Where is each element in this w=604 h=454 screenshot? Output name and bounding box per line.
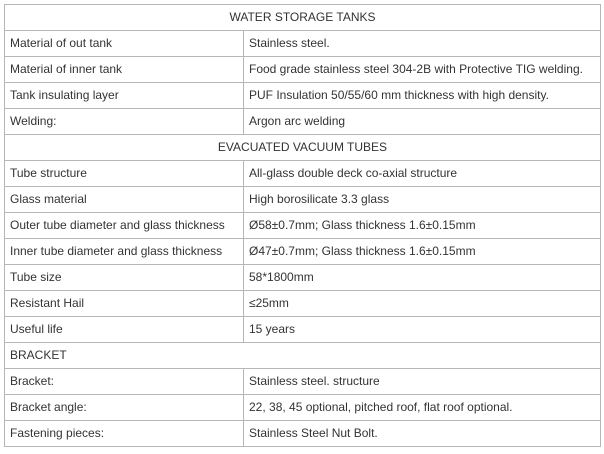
row-value: Stainless Steel Nut Bolt. — [244, 421, 601, 447]
row-label: Tube size — [5, 265, 244, 291]
table-row — [5, 31, 601, 57]
row-value: PUF Insulation 50/55/60 mm thickness with high density. — [244, 83, 601, 109]
table-row — [5, 265, 601, 291]
table-row — [5, 239, 601, 265]
row-label: Useful life — [5, 317, 244, 343]
row-value: High borosilicate 3.3 glass — [244, 187, 601, 213]
table-row — [5, 421, 601, 447]
row-value: 58*1800mm — [244, 265, 601, 291]
table-row — [5, 187, 601, 213]
row-label: Outer tube diameter and glass thickness — [5, 213, 244, 239]
table-row — [5, 395, 601, 421]
row-label: Welding: — [5, 109, 244, 135]
row-value: Stainless steel. structure — [244, 369, 601, 395]
specification-table — [4, 4, 601, 447]
section-title: BRACKET — [5, 343, 601, 369]
row-value: 15 years — [244, 317, 601, 343]
table-row — [5, 291, 601, 317]
table-row — [5, 161, 601, 187]
table-row — [5, 213, 601, 239]
row-label: Fastening pieces: — [5, 421, 244, 447]
section-header-vacuum-tubes — [5, 135, 601, 161]
row-label: Bracket: — [5, 369, 244, 395]
table-row — [5, 57, 601, 83]
row-label: Glass material — [5, 187, 244, 213]
table-row — [5, 83, 601, 109]
row-value: All-glass double deck co-axial structure — [244, 161, 601, 187]
row-value: Food grade stainless steel 304-2B with Protective TIG welding. — [244, 57, 601, 83]
table-row — [5, 369, 601, 395]
row-label: Material of out tank — [5, 31, 244, 57]
row-value: ≤25mm — [244, 291, 601, 317]
row-label: Material of inner tank — [5, 57, 244, 83]
row-value: Ø58±0.7mm; Glass thickness 1.6±0.15mm — [244, 213, 601, 239]
row-value: 22, 38, 45 optional, pitched roof, flat roof optional. — [244, 395, 601, 421]
table-row — [5, 317, 601, 343]
row-label: Bracket angle: — [5, 395, 244, 421]
row-value: Ø47±0.7mm; Glass thickness 1.6±0.15mm — [244, 239, 601, 265]
section-header-water-storage — [5, 5, 601, 31]
row-value: Stainless steel. — [244, 31, 601, 57]
table-row — [5, 109, 601, 135]
section-title: WATER STORAGE TANKS — [5, 5, 601, 31]
row-label: Tube structure — [5, 161, 244, 187]
section-header-bracket — [5, 343, 601, 369]
section-title: EVACUATED VACUUM TUBES — [5, 135, 601, 161]
row-value: Argon arc welding — [244, 109, 601, 135]
row-label: Tank insulating layer — [5, 83, 244, 109]
row-label: Resistant Hail — [5, 291, 244, 317]
row-label: Inner tube diameter and glass thickness — [5, 239, 244, 265]
